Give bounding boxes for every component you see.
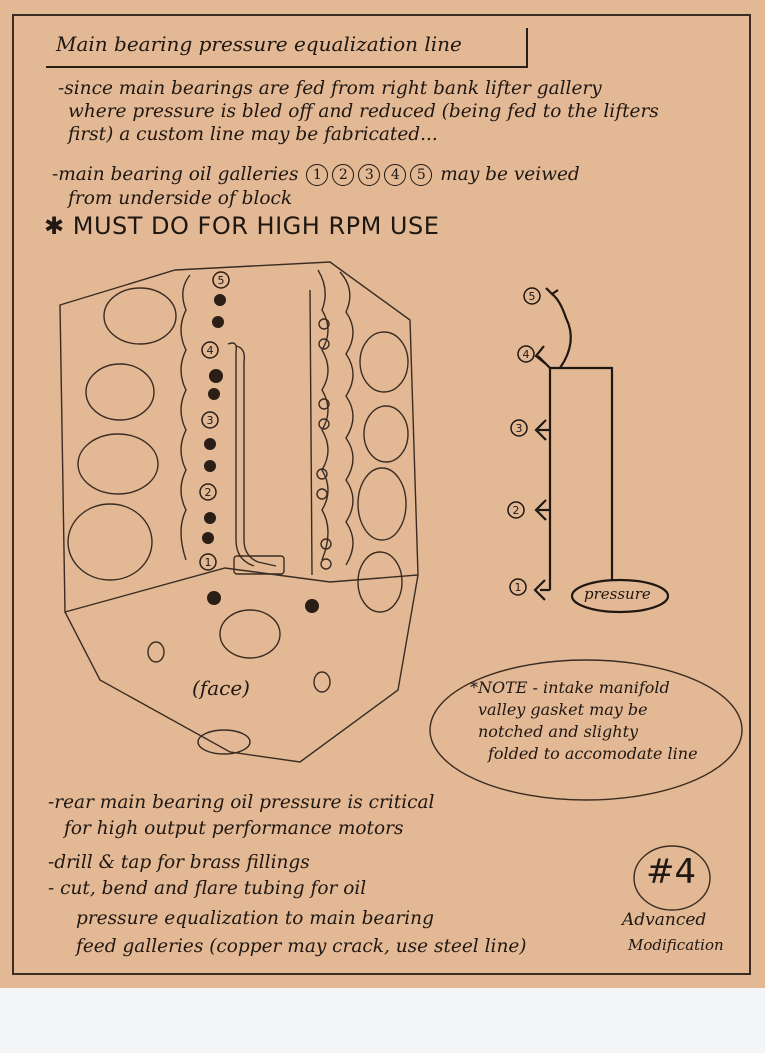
note-line: folded to accomodate line xyxy=(488,744,698,763)
intro-line: first) a custom line may be fabricated... xyxy=(68,124,438,145)
block-number: 3 xyxy=(206,414,214,427)
schematic-number: 2 xyxy=(512,504,520,517)
block-number: 5 xyxy=(217,274,225,287)
note-line: *NOTE - intake manifold xyxy=(470,678,670,697)
schematic-number: 1 xyxy=(514,581,522,594)
note-line: valley gasket may be xyxy=(478,700,648,719)
modification-number: #4 xyxy=(646,852,697,892)
bottom-line: pressure equalization to main bearing xyxy=(76,908,434,929)
gallery-number: 4 xyxy=(384,164,406,186)
gallery-number: 5 xyxy=(410,164,432,186)
galleries-suffix: may be veiwed xyxy=(440,164,580,185)
intro-line: where pressure is bled off and reduced (being fed to the lifters xyxy=(68,101,659,122)
star-icon: ✱ xyxy=(44,212,65,240)
bottom-line: -rear main bearing oil pressure is critical xyxy=(48,792,435,813)
intro-line: from underside of block xyxy=(68,188,293,209)
block-number: 4 xyxy=(206,344,214,357)
gallery-dots xyxy=(202,294,319,613)
schematic-number: 4 xyxy=(522,348,530,361)
schematic-number: 3 xyxy=(515,422,523,435)
gallery-number: 3 xyxy=(358,164,380,186)
schematic-number: 5 xyxy=(528,290,536,303)
pressure-line-schematic xyxy=(535,288,668,612)
badge-label: Advanced xyxy=(622,910,707,930)
gallery-number: 2 xyxy=(332,164,354,186)
block-number: 1 xyxy=(204,556,212,569)
pressure-label: pressure xyxy=(584,585,651,603)
badge-label: Modification xyxy=(628,936,724,954)
intro-line: -since main bearings are fed from right bank lifter gallery xyxy=(58,78,602,99)
gallery-number: 1 xyxy=(306,164,328,186)
must-do-text: MUST DO FOR HIGH RPM USE xyxy=(72,212,440,240)
bottom-line: feed galleries (copper may crack, use steel line) xyxy=(76,936,527,957)
bottom-line: -drill & tap for brass fillings xyxy=(48,852,310,873)
face-label: (face) xyxy=(192,676,250,700)
bottom-line: - cut, bend and flare tubing for oil xyxy=(48,878,367,899)
galleries-text: -main bearing oil galleries xyxy=(52,164,299,185)
page-title: Main bearing pressure equalization line xyxy=(56,32,462,56)
block-number: 2 xyxy=(204,486,212,499)
note-line: notched and slighty xyxy=(478,722,639,741)
bottom-line: for high output performance motors xyxy=(64,818,404,839)
